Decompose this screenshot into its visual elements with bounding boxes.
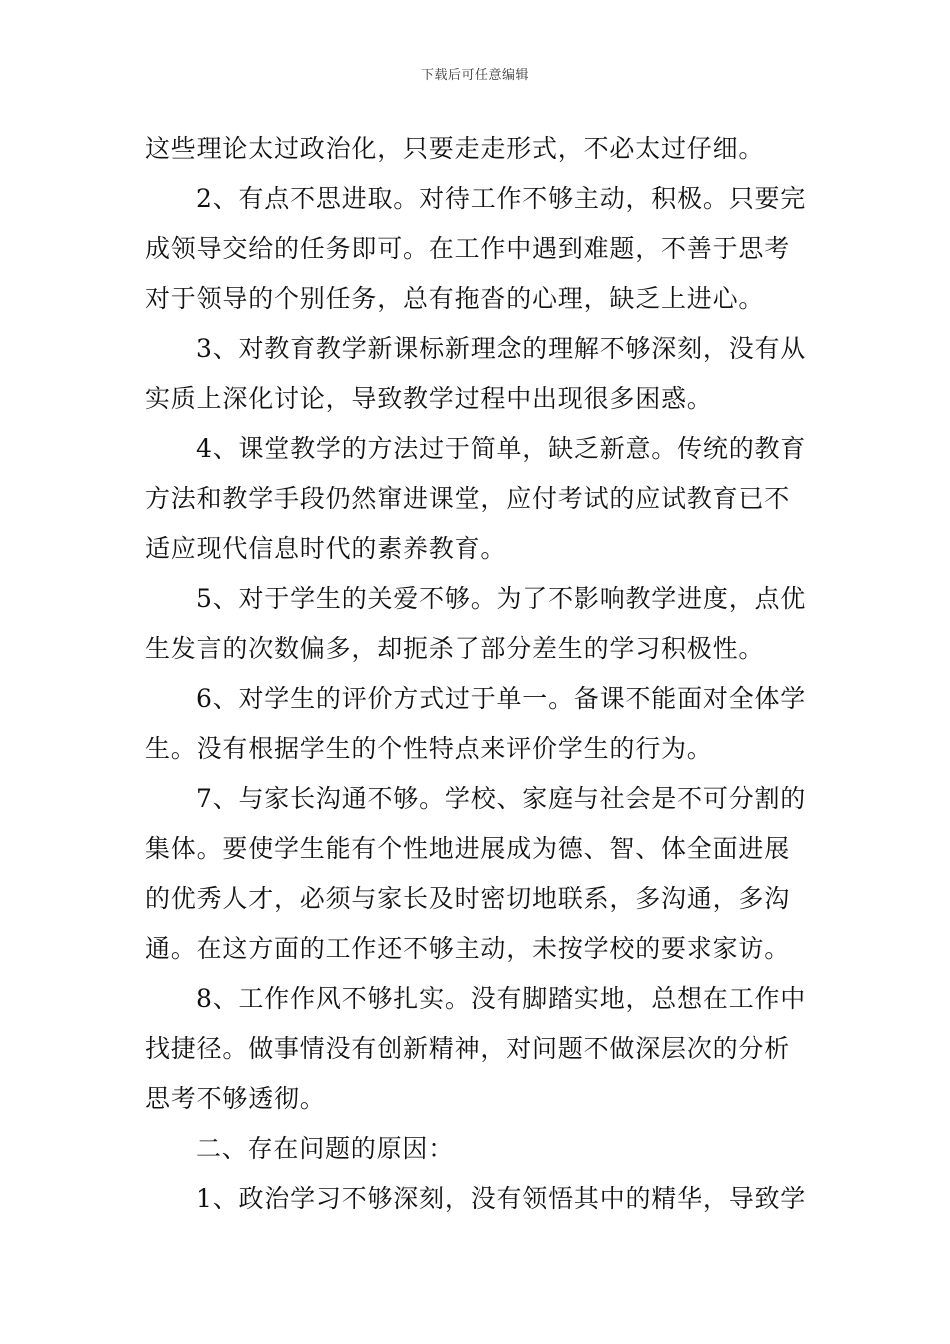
text-line: 找捷径。做事情没有创新精神，对问题不做深层次的分析 [145, 1034, 791, 1063]
paragraph-start-line: 3、对教育教学新课标新理念的理解不够深刻，没有从 [196, 334, 807, 363]
paragraph-start-line: 1、政治学习不够深刻，没有领悟其中的精华，导致学 [196, 1184, 807, 1213]
text-line: 生发言的次数偏多，却扼杀了部分差生的学习积极性。 [145, 634, 765, 663]
paragraph-start-line: 5、对于学生的关爱不够。为了不影响教学进度，点优 [196, 584, 807, 613]
text-line: 方法和教学手段仍然窜进课堂，应付考试的应试教育已不 [145, 484, 791, 513]
paragraph-start-line: 8、工作作风不够扎实。没有脚踏实地，总想在工作中 [196, 984, 807, 1013]
text-line: 集体。要使学生能有个性地进展成为德、智、体全面进展 [145, 834, 791, 863]
text-line: 适应现代信息时代的素养教育。 [145, 534, 507, 563]
document-body [145, 124, 807, 1224]
text-line: 这些理论太过政治化，只要走走形式，不必太过仔细。 [145, 134, 765, 163]
text-line: 对于领导的个别任务，总有拖沓的心理，缺乏上进心。 [145, 284, 765, 313]
section-heading: 二、存在问题的原因： [196, 1134, 455, 1163]
paragraph-start-line: 4、课堂教学的方法过于简单，缺乏新意。传统的教育 [196, 434, 807, 463]
paragraph-start-line: 2、有点不思进取。对待工作不够主动，积极。只要完 [196, 184, 807, 213]
paragraph-start-line: 6、对学生的评价方式过于单一。备课不能面对全体学 [196, 684, 807, 713]
text-line: 通。在这方面的工作还不够主动，未按学校的要求家访。 [145, 934, 791, 963]
text-line: 的优秀人才，必须与家长及时密切地联系，多沟通，多沟 [145, 884, 791, 913]
page-header: 下载后可任意编辑 [420, 68, 529, 83]
text-line: 思考不够透彻。 [145, 1084, 326, 1113]
paragraph-start-line: 7、与家长沟通不够。学校、家庭与社会是不可分割的 [196, 784, 807, 813]
text-line: 成领导交给的任务即可。在工作中遇到难题，不善于思考 [145, 234, 791, 263]
text-line: 生。没有根据学生的个性特点来评价学生的行为。 [145, 734, 713, 763]
text-line: 实质上深化讨论，导致教学过程中出现很多困惑。 [145, 384, 713, 413]
